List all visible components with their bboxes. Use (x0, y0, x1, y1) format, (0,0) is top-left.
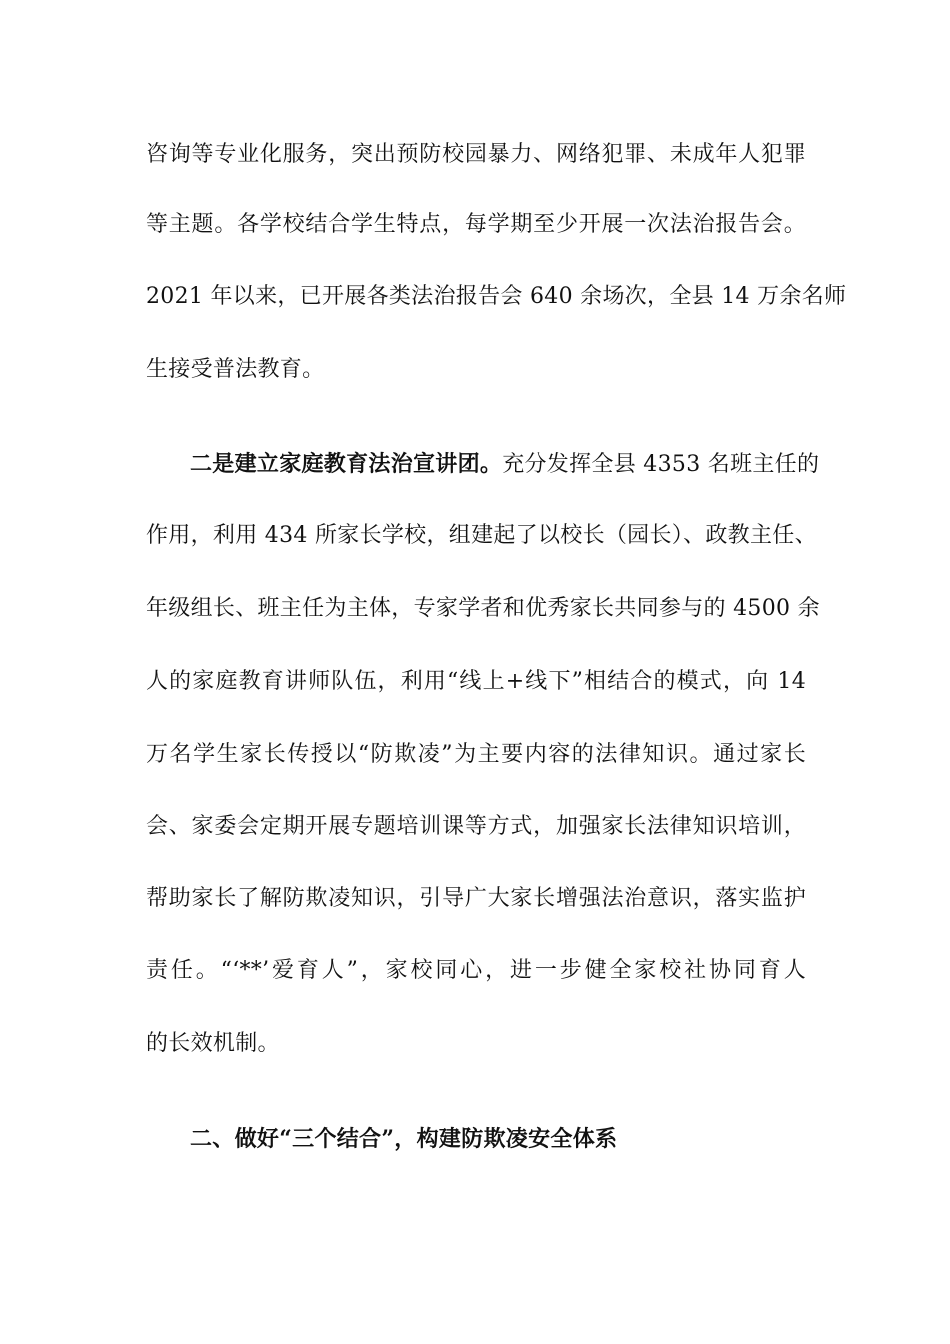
paragraph-line: 万名学生家长传授以“防欺凌”为主要内容的法律知识。通过家长 (146, 742, 806, 767)
paragraph-text: 充分发挥全县 4353 名班主任的 (502, 452, 820, 477)
paragraph-line: 作用，利用 434 所家长学校，组建起了以校长（园长）、政教主任、 (146, 523, 817, 548)
paragraph-line: 帮助家长了解防欺凌知识，引导广大家长增强法治意识，落实监护 (146, 886, 806, 911)
paragraph-line: 会、家委会定期开展专题培训课等方式，加强家长法律知识培训， (146, 814, 806, 839)
section-heading: 二、做好“三个结合”，构建防欺凌安全体系 (190, 1126, 618, 1152)
paragraph-first-line (190, 449, 820, 480)
paragraph-line: 的长效机制。 (146, 1031, 280, 1056)
paragraph-line: 2021 年以来，已开展各类法治报告会 640 余场次，全县 14 万余名师 (146, 284, 847, 309)
paragraph-line: 咨询等专业化服务，突出预防校园暴力、网络犯罪、未成年人犯罪 (146, 142, 806, 167)
paragraph-line: 人的家庭教育讲师队伍，利用“线上+线下”相结合的模式，向 14 (146, 669, 806, 694)
paragraph-heading: 二是建立家庭教育法治宣讲团。 (190, 451, 503, 477)
paragraph-line: 责任。“‘**’爱育人”，家校同心，进一步健全家校社协同育人 (146, 958, 806, 983)
paragraph-line: 年级组长、班主任为主体，专家学者和优秀家长共同参与的 4500 余 (146, 596, 820, 621)
paragraph-line: 等主题。各学校结合学生特点，每学期至少开展一次法治报告会。 (146, 212, 806, 237)
paragraph-line: 生接受普法教育。 (146, 357, 325, 382)
